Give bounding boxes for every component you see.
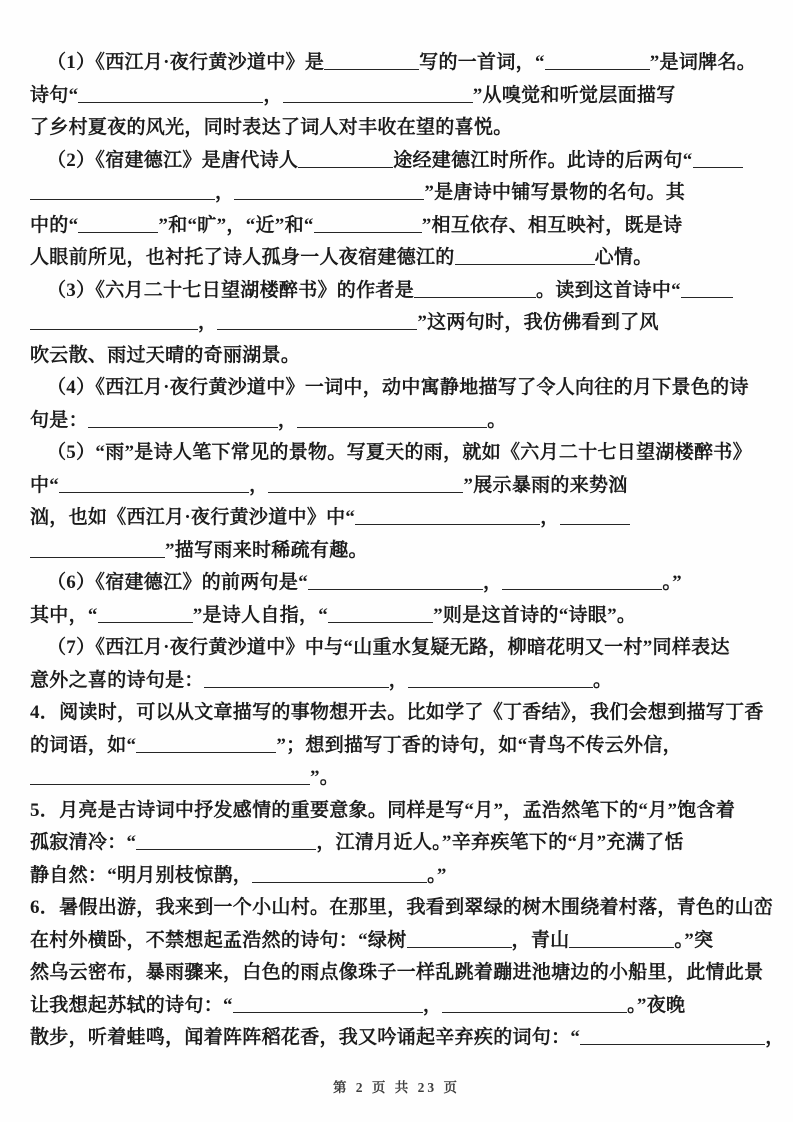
text-run: 心情。 <box>594 247 653 268</box>
text-run: 汹，也如《西江月·夜行黄沙道中》中“ <box>30 507 356 528</box>
text-run: 孤寂清冷：“ <box>30 832 137 853</box>
text-run: （7）《西江月·夜行黄沙道中》中与“山重水复疑无路，柳暗花明又一村”同样表达 <box>47 637 730 658</box>
text-line <box>30 990 765 1023</box>
text-run: （2）《宿建德江》是唐代诗人 <box>47 149 299 171</box>
fill-in-blank <box>30 310 198 330</box>
text-run: （4）《西江月·夜行黄沙道中》一词中，动中寓静地描写了令人向往的月下景色的诗 <box>47 377 749 398</box>
text-run: 诗句“ <box>30 84 79 106</box>
text-line <box>30 925 765 958</box>
text-line <box>30 827 765 860</box>
fill-in-blank <box>98 603 193 623</box>
text-run: ， <box>422 994 443 1016</box>
text-line <box>30 762 765 795</box>
text-run: 句是： <box>30 409 88 431</box>
text-line <box>30 405 765 438</box>
text-run: 途经建德江时所作。此诗的后两句“ <box>393 149 693 171</box>
fill-in-blank <box>414 278 536 298</box>
text-run: （3）《六月二十七日望湖楼醉书》的作者是 <box>47 279 415 301</box>
text-line <box>30 730 765 763</box>
text-line <box>30 145 765 178</box>
fill-in-blank <box>204 668 389 688</box>
fill-in-blank <box>693 148 743 168</box>
text-run: ，青山 <box>511 929 570 951</box>
text-run: 。”突 <box>674 929 714 951</box>
text-run: ， <box>765 1027 785 1048</box>
fill-in-blank <box>252 863 427 883</box>
fill-in-blank <box>136 830 316 850</box>
fill-in-blank <box>455 245 595 265</box>
fill-in-blank <box>297 408 487 428</box>
text-run: ”展示暴雨的来势汹 <box>463 474 628 496</box>
text-line <box>30 697 765 730</box>
text-run: 。” <box>662 572 682 593</box>
text-run: （5）“雨”是诗人笔下常见的景物。写夏天的雨，就如《六月二十七日望湖楼醉书》 <box>47 442 752 463</box>
text-run: 。” <box>427 864 447 886</box>
page-footer: 第 2 页 共 23 页 <box>332 1080 461 1095</box>
text-line <box>30 275 765 308</box>
fill-in-blank <box>78 213 158 233</box>
text-line <box>30 567 765 600</box>
text-line <box>30 632 765 665</box>
text-line <box>30 535 765 568</box>
text-run: ”是唐诗中铺写景物的名句。其 <box>424 182 686 203</box>
text-line <box>30 665 765 698</box>
text-run: 人眼前所见，也衬托了诗人孤身一人夜宿建德江的 <box>30 247 455 268</box>
text-run: ”是词牌名。 <box>649 52 757 73</box>
fill-in-blank <box>442 993 627 1013</box>
fill-in-blank <box>283 83 473 103</box>
text-line <box>30 210 765 243</box>
text-run: 了乡村夏夜的风光，同时表达了词人对丰收在望的喜悦。 <box>30 117 513 138</box>
fill-in-blank <box>681 278 733 298</box>
fill-in-blank <box>233 993 423 1013</box>
text-run: 4．阅读时，可以从文章描写的事物想开去。比如学了《丁香结》，我们会想到描写丁香 <box>30 702 764 723</box>
fill-in-blank <box>580 1025 765 1045</box>
text-run: ， <box>540 507 560 528</box>
fill-in-blank <box>30 180 215 200</box>
text-run: （6）《宿建德江》的前两句是“ <box>47 572 309 593</box>
text-run: 在村外横卧，不禁想起孟浩然的诗句：“绿树 <box>30 929 407 951</box>
text-run: 中“ <box>30 474 60 496</box>
text-run: 写的一首词，“ <box>419 52 545 73</box>
fill-in-blank <box>407 928 512 948</box>
fill-in-blank <box>30 765 310 785</box>
fill-in-blank <box>328 603 433 623</box>
text-run: ， <box>263 84 283 106</box>
text-run: 。 <box>593 669 613 691</box>
text-run: ”和“旷”，“近”和“ <box>158 214 314 236</box>
text-line <box>30 502 765 535</box>
fill-in-blank <box>324 50 419 70</box>
text-line <box>30 860 765 893</box>
text-line <box>30 112 765 145</box>
text-run: 6．暑假出游，我来到一个小山村。在那里，我看到翠绿的树木围绕着村落，青色的山峦 <box>30 897 774 918</box>
text-run: ”则是这首诗的“诗眼”。 <box>433 604 637 626</box>
fill-in-blank <box>408 668 593 688</box>
fill-in-blank <box>234 180 424 200</box>
fill-in-blank <box>560 505 630 525</box>
text-run: ， <box>198 312 218 333</box>
text-line <box>30 795 765 828</box>
text-run: 。 <box>487 409 507 431</box>
text-run: ， <box>215 182 235 203</box>
fill-in-blank <box>59 473 249 493</box>
text-run: 意外之喜的诗句是： <box>30 669 204 691</box>
fill-in-blank <box>30 538 165 558</box>
text-run: ”是诗人自指，“ <box>192 604 329 626</box>
text-run: 。读到这首诗中“ <box>536 279 681 301</box>
text-run: 。”夜晚 <box>627 994 686 1016</box>
fill-in-blank <box>217 310 417 330</box>
fill-in-blank <box>88 408 278 428</box>
fill-in-blank <box>569 928 674 948</box>
text-run: 然乌云密布，暴雨骤来，白色的雨点像珠子一样乱跳着蹦进池塘边的小船里，此情此景 <box>30 962 764 983</box>
fill-in-blank <box>502 570 662 590</box>
fill-in-blank <box>78 83 263 103</box>
text-run: ， <box>483 572 503 593</box>
text-line <box>30 47 765 80</box>
text-line <box>30 177 765 210</box>
text-run: 5．月亮是古诗词中抒发感情的重要意象。同样是写“月”，孟浩然笔下的“月”饱含着 <box>30 799 736 821</box>
text-line <box>30 892 774 925</box>
text-run: ”相互依存、相互映衬，既是诗 <box>421 214 683 236</box>
text-run: 让我想起苏轼的诗句：“ <box>30 994 233 1016</box>
text-line <box>30 957 765 990</box>
text-line <box>30 80 765 113</box>
text-run: ”描写雨来时稀疏有趣。 <box>165 539 368 561</box>
fill-in-blank <box>355 505 540 525</box>
text-line <box>30 307 765 340</box>
text-run: ”；想到描写丁香的诗句，如“青鸟不传云外信， <box>276 734 682 756</box>
text-line <box>30 437 765 470</box>
text-run: ”这两句时，我仿佛看到了风 <box>417 312 659 333</box>
text-line <box>30 600 765 633</box>
text-run: 其中，“ <box>30 604 98 626</box>
text-run: ， <box>249 474 269 496</box>
text-line <box>30 470 765 503</box>
text-run: （1）《西江月·夜行黄沙道中》是 <box>47 52 325 73</box>
fill-in-blank <box>136 733 276 753</box>
fill-in-blank <box>308 570 483 590</box>
text-run: 散步，听着蛙鸣，闻着阵阵稻花香，我又吟诵起辛弃疾的词句：“ <box>30 1027 581 1048</box>
text-line <box>30 242 765 275</box>
fill-in-blank <box>314 213 422 233</box>
text-line <box>30 1022 785 1055</box>
text-run: ”。 <box>310 767 340 788</box>
text-run: ， <box>388 669 409 691</box>
text-line <box>30 372 765 405</box>
text-run: ，江清月近人。”辛弃疾笔下的“月”充满了恬 <box>316 832 684 853</box>
text-run: 中的“ <box>30 214 79 236</box>
document-body <box>30 47 785 1055</box>
text-run: 的词语，如“ <box>30 734 137 756</box>
text-run: ”从嗅觉和听觉层面描写 <box>472 84 676 106</box>
fill-in-blank <box>298 148 393 168</box>
fill-in-blank <box>268 473 463 493</box>
text-line <box>30 340 765 373</box>
fill-in-blank <box>545 50 650 70</box>
text-run: 静自然：“明月别枝惊鹊， <box>30 864 253 886</box>
text-run: 吹云散、雨过天晴的奇丽湖景。 <box>30 344 301 366</box>
text-run: ， <box>277 409 298 431</box>
